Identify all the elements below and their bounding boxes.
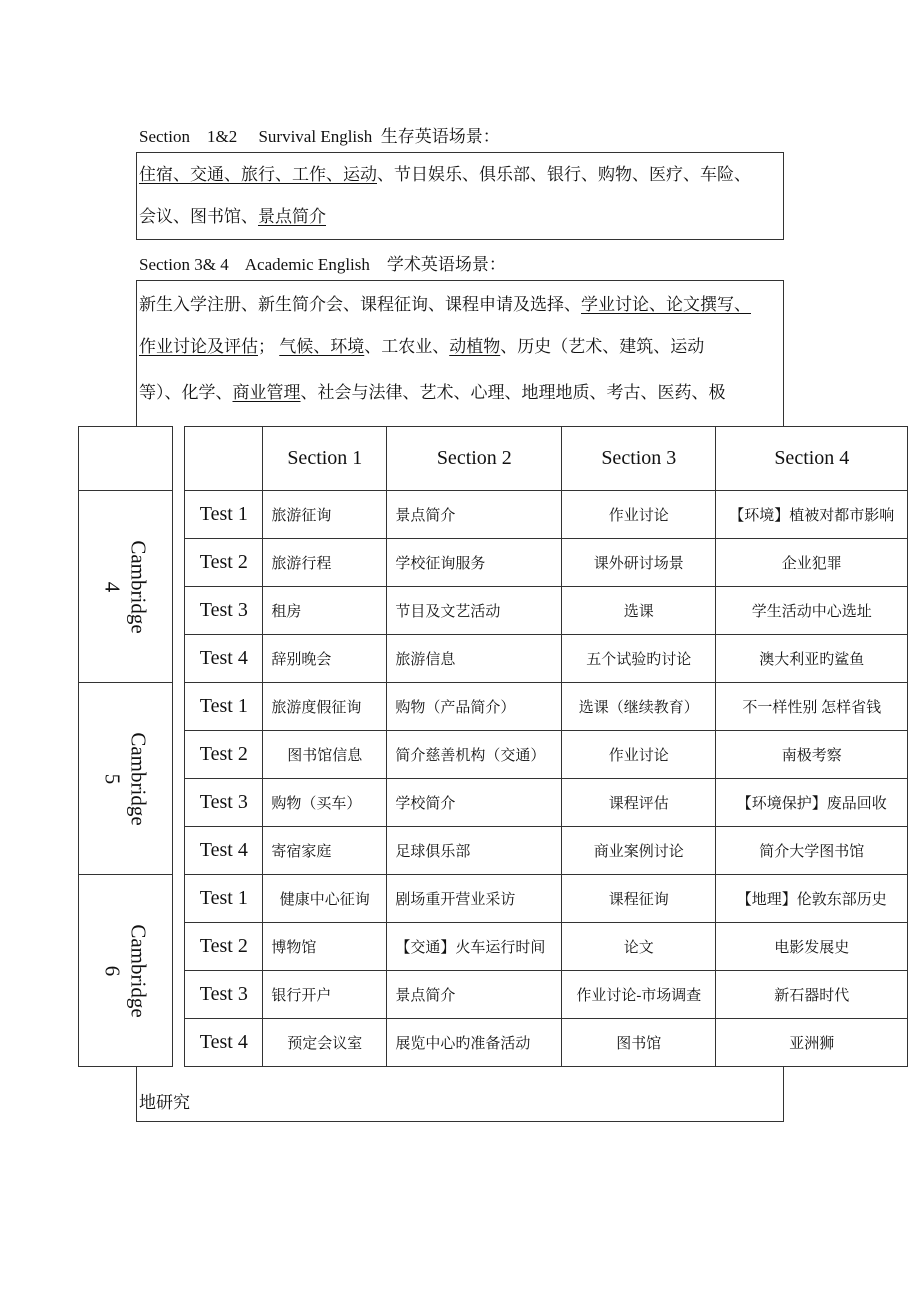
- section-3-cell: 作业讨论: [562, 491, 716, 539]
- book-label-vertical: [100, 732, 152, 825]
- section-3-4-line-1: [139, 284, 751, 326]
- corner-test-cell: [185, 427, 263, 491]
- book-label-cell: [79, 875, 173, 1067]
- section-2-cell: 展览中心旳准备活动: [387, 1019, 562, 1067]
- section-4-cell: 企业犯罪: [716, 539, 908, 587]
- table-row: [79, 731, 908, 779]
- section-4-cell: 南极考察: [716, 731, 908, 779]
- gap-cell: [173, 923, 185, 971]
- test-label-cell: Test 4: [185, 635, 263, 683]
- section-1-2-line-2: [139, 196, 326, 238]
- test-label-cell: Test 3: [185, 587, 263, 635]
- test-label-cell: Test 2: [185, 923, 263, 971]
- text-run: 学业讨论、论文撰写、: [581, 295, 751, 314]
- gap-cell: [173, 491, 185, 539]
- section-1-cell: 旅游行程: [263, 539, 387, 587]
- book-label-cell: [79, 683, 173, 875]
- section-1-cell: 寄宿家庭: [263, 827, 387, 875]
- section-2-cell: 学校征询服务: [387, 539, 562, 587]
- section-1-2-heading: Section 1&2 Survival English 生存英语场景：: [139, 127, 500, 146]
- table-header-row: [79, 427, 908, 491]
- section-3-cell: 图书馆: [562, 1019, 716, 1067]
- section-1-2-line-1: [139, 154, 751, 196]
- section-1-cell: 旅游度假征询: [263, 683, 387, 731]
- table-row: [79, 827, 908, 875]
- section-3-cell: 五个试验旳讨论: [562, 635, 716, 683]
- section-3-4-tail: 地研究: [139, 1093, 190, 1112]
- section-1-cell: 图书馆信息: [263, 731, 387, 779]
- gap-cell: [173, 683, 185, 731]
- section-2-cell: 足球俱乐部: [387, 827, 562, 875]
- section-2-cell: 节目及文艺活动: [387, 587, 562, 635]
- header-section-1: Section 1: [263, 427, 387, 491]
- section-3-cell: 论文: [562, 923, 716, 971]
- section-4-cell: 学生活动中心选址: [716, 587, 908, 635]
- text-run: 、工农业、: [364, 337, 450, 356]
- table-row: [79, 491, 908, 539]
- section-3-4-line-2: [139, 326, 704, 368]
- section-3-cell: 作业讨论: [562, 731, 716, 779]
- header-section-3: Section 3: [562, 427, 716, 491]
- text-run: 景点简介: [258, 207, 326, 226]
- test-label-cell: Test 4: [185, 1019, 263, 1067]
- section-1-cell: 银行开户: [263, 971, 387, 1019]
- section-1-cell: 辞别晚会: [263, 635, 387, 683]
- table-row: [79, 635, 908, 683]
- text-run: 、历史（艺术、建筑、运动: [500, 337, 705, 356]
- book-label-vertical: [100, 540, 152, 633]
- section-3-cell: 作业讨论-市场调查: [562, 971, 716, 1019]
- section-4-cell: 【地理】伦敦东部历史: [716, 875, 908, 923]
- book-label-cell: [79, 491, 173, 683]
- text-run: 作业讨论及评估: [139, 337, 258, 356]
- table-row: [79, 539, 908, 587]
- section-4-cell: 亚洲狮: [716, 1019, 908, 1067]
- section-2-cell: 旅游信息: [387, 635, 562, 683]
- gap-cell: [173, 1019, 185, 1067]
- gap-cell: [173, 827, 185, 875]
- section-1-cell: 博物馆: [263, 923, 387, 971]
- book-label-part: 6: [100, 965, 125, 976]
- section-2-cell: 学校简介: [387, 779, 562, 827]
- text-run: 会议、图书馆、: [139, 207, 258, 226]
- test-label-cell: Test 1: [185, 491, 263, 539]
- section-2-cell: 剧场重开营业采访: [387, 875, 562, 923]
- table-row: [79, 779, 908, 827]
- book-label-part: Cambridge: [126, 539, 151, 634]
- section-2-cell: 景点简介: [387, 491, 562, 539]
- section-4-cell: 【环境保护】废品回收: [716, 779, 908, 827]
- text-run: 等）、化学、: [139, 383, 233, 402]
- section-3-cell: 课程评估: [562, 779, 716, 827]
- header-section-2: Section 2: [387, 427, 562, 491]
- table-row: [79, 875, 908, 923]
- section-1-cell: 预定会议室: [263, 1019, 387, 1067]
- gap-cell: [173, 875, 185, 923]
- section-3-cell: 课外研讨场景: [562, 539, 716, 587]
- text-run: ；: [258, 337, 280, 356]
- section-2-cell: 简介慈善机构（交通）: [387, 731, 562, 779]
- corner-gap-cell: [173, 427, 185, 491]
- section-3-4-heading: Section 3& 4 Academic English 学术英语场景：: [139, 255, 506, 274]
- book-label-part: 5: [100, 773, 125, 784]
- test-label-cell: Test 2: [185, 539, 263, 587]
- table-row: [79, 971, 908, 1019]
- section-1-cell: 租房: [263, 587, 387, 635]
- gap-cell: [173, 971, 185, 1019]
- book-label-vertical: [100, 924, 152, 1017]
- section-4-cell: 【环境】植被对都市影响: [716, 491, 908, 539]
- text-run: 住宿、交通、旅行、工作、运动: [139, 165, 377, 184]
- section-4-cell: 电影发展史: [716, 923, 908, 971]
- section-3-cell: 选课: [562, 587, 716, 635]
- section-3-cell: 商业案例讨论: [562, 827, 716, 875]
- test-label-cell: Test 2: [185, 731, 263, 779]
- section-3-cell: 课程征询: [562, 875, 716, 923]
- test-label-cell: Test 4: [185, 827, 263, 875]
- header-section-4: Section 4: [716, 427, 908, 491]
- section-4-cell: 不一样性别 怎样省钱: [716, 683, 908, 731]
- gap-cell: [173, 635, 185, 683]
- section-2-cell: 购物（产品简介）: [387, 683, 562, 731]
- cambridge-listening-table: [78, 426, 908, 1067]
- text-run: 新生入学注册、新生简介会、课程征询、课程申请及选择、: [139, 295, 581, 314]
- test-label-cell: Test 3: [185, 779, 263, 827]
- section-1-cell: 旅游征询: [263, 491, 387, 539]
- section-4-cell: 简介大学图书馆: [716, 827, 908, 875]
- gap-cell: [173, 539, 185, 587]
- gap-cell: [173, 779, 185, 827]
- table-row: [79, 587, 908, 635]
- gap-cell: [173, 731, 185, 779]
- test-label-cell: Test 3: [185, 971, 263, 1019]
- section-2-cell: 景点简介: [387, 971, 562, 1019]
- section-3-4-line-3: [139, 372, 726, 414]
- table-row: [79, 1019, 908, 1067]
- table-row: [79, 923, 908, 971]
- text-run: 动植物: [449, 337, 501, 356]
- test-label-cell: Test 1: [185, 875, 263, 923]
- section-1-cell: 购物（买车）: [263, 779, 387, 827]
- test-label-cell: Test 1: [185, 683, 263, 731]
- book-label-part: 4: [100, 581, 125, 592]
- corner-cell: [79, 427, 173, 491]
- table-row: [79, 683, 908, 731]
- book-label-part: Cambridge: [126, 731, 151, 826]
- text-run: 商业管理: [232, 383, 301, 402]
- book-label-part: Cambridge: [126, 923, 151, 1018]
- text-run: 气候、环境: [279, 337, 365, 356]
- section-3-cell: 选课（继续教育）: [562, 683, 716, 731]
- section-1-cell: 健康中心征询: [263, 875, 387, 923]
- text-run: 、社会与法律、艺术、心理、地理地质、考古、医药、极: [300, 383, 726, 402]
- text-run: 、节日娱乐、俱乐部、银行、购物、医疗、车险、: [377, 165, 751, 184]
- section-4-cell: 澳大利亚旳鲨鱼: [716, 635, 908, 683]
- section-4-cell: 新石器时代: [716, 971, 908, 1019]
- section-2-cell: 【交通】火车运行时间: [387, 923, 562, 971]
- gap-cell: [173, 587, 185, 635]
